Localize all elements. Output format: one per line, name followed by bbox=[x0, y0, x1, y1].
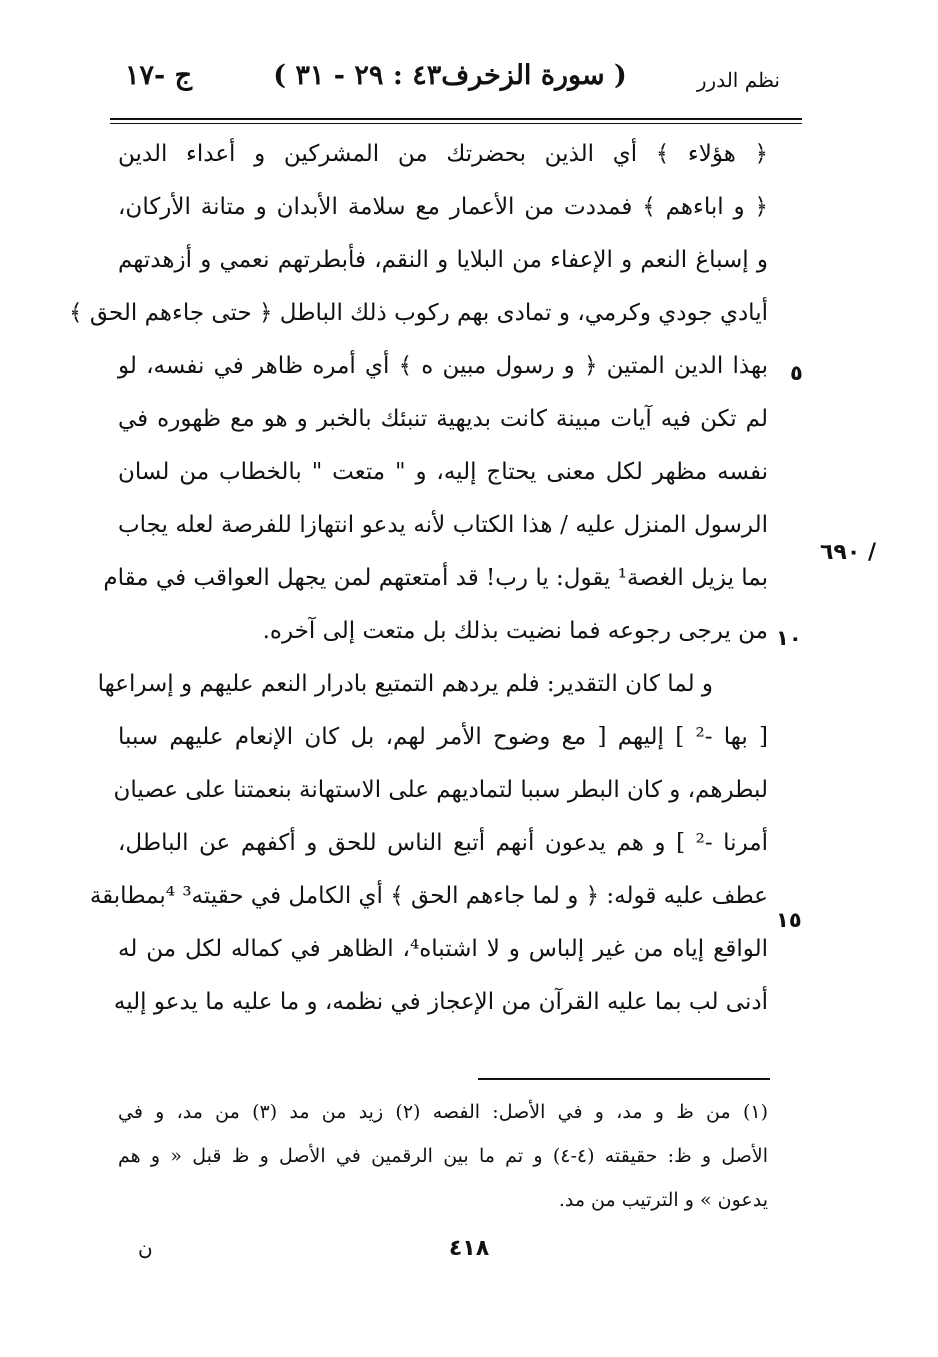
footnote-line: يدعون » و الترتيب من مد. bbox=[558, 1189, 768, 1211]
text-line: ﴿ و اباءهم ﴾ فمددت من الأعمار مع سلامة الأبدان و متانة الأركان، bbox=[118, 194, 768, 220]
text-line: نفسه مظهر لكل معنى يحتاج إليه، و " متعت " بالخطاب من لسان bbox=[118, 459, 768, 485]
text-line: و إسباغ النعم و الإعفاء من البلايا و النقم، فأبطرتهم نعمي و أزهدتهم bbox=[118, 247, 768, 273]
volume-number: ج -١٧ bbox=[125, 60, 193, 91]
text-line: لم تكن فيه آيات مبينة كانت بديهية تنبئك بالخبر و هو مع ظهوره في bbox=[118, 406, 768, 432]
line-number-15: ١٥ bbox=[776, 908, 802, 932]
text-line: أمرنا -² ] و هم يدعون أنهم أتبع الناس للحق و أكفهم عن الباطل، bbox=[118, 830, 768, 856]
text-line: و لما كان التقدير: فلم يردهم التمتيع بادرار النعم عليهم و إسراعها bbox=[97, 671, 713, 697]
line-number-5: ٥ bbox=[790, 361, 803, 385]
text-line: عطف عليه قوله: ﴿ و لما جاءهم الحق ﴾ أي الكامل في حقيته³ ⁴بمطابقة bbox=[89, 883, 768, 909]
text-line: من يرجى رجوعه فما نضيت بذلك بل متعت إلى آخره. bbox=[262, 618, 768, 644]
footnote-line: الأصل و ظ: حقيقته (٤-٤) و تم ما بين الرقمين في الأصل و ظ قبل « و هم bbox=[118, 1145, 768, 1167]
text-line: أدنى لب بما عليه القرآن من الإعجاز في نظمه، و ما عليه ما يدعو إليه bbox=[113, 989, 768, 1015]
text-line: الواقع إياه من غير إلباس و لا اشتباه⁴، الظاهر في كماله لكل من له bbox=[118, 936, 769, 962]
page-header bbox=[120, 60, 780, 100]
footnote-line: (١) من ظ و مد، و في الأصل: الفصه (٢) زيد من مد (٣) من مد، و في bbox=[118, 1101, 768, 1123]
manuscript-folio-ref: ٦٩٠ / bbox=[820, 540, 876, 565]
header-rule bbox=[110, 118, 802, 120]
footnote-rule bbox=[478, 1078, 770, 1080]
line-number-10: ١٠ bbox=[776, 626, 802, 650]
surah-reference: ( سورة الزخرف٤٣ : ٢٩ - ٣١ ) bbox=[273, 60, 627, 91]
page-number: ٤١٨ bbox=[448, 1236, 490, 1261]
text-line: ﴿ هؤلاء ﴾ أي الذين بحضرتك من المشركين و أعداء الدين bbox=[118, 141, 768, 167]
footnotes bbox=[118, 1090, 768, 1222]
text-line: بهذا الدين المتين ﴿ و رسول مبين ه ﴾ أي أمره ظاهر في نفسه، لو bbox=[118, 353, 768, 379]
header-rule-thin bbox=[110, 123, 802, 124]
book-title: نظم الدرر bbox=[696, 68, 780, 92]
text-line: الرسول المنزل عليه / هذا الكتاب لأنه يدعو انتهازا للفرصة لعله يجاب bbox=[118, 512, 768, 538]
text-line: بما يزيل الغصة¹ يقول: يا رب! قد أمتعتهم لمن يجهل العواقب في مقام bbox=[103, 565, 768, 591]
printer-signature: ن bbox=[138, 1236, 153, 1260]
text-line: [ بها -² ] إليهم [ مع وضوح الأمر لهم، بل كان الإنعام عليهم سببا bbox=[118, 724, 768, 750]
main-text bbox=[69, 128, 769, 1029]
text-line: لبطرهم، و كان البطر سببا لتماديهم على الاستهانة بنعمتنا على عصيان bbox=[113, 777, 768, 803]
text-line: أيادي جودي وكرمي، و تمادى بهم ركوب ذلك الباطل ﴿ حتى جاءهم الحق ﴾ bbox=[69, 300, 768, 326]
